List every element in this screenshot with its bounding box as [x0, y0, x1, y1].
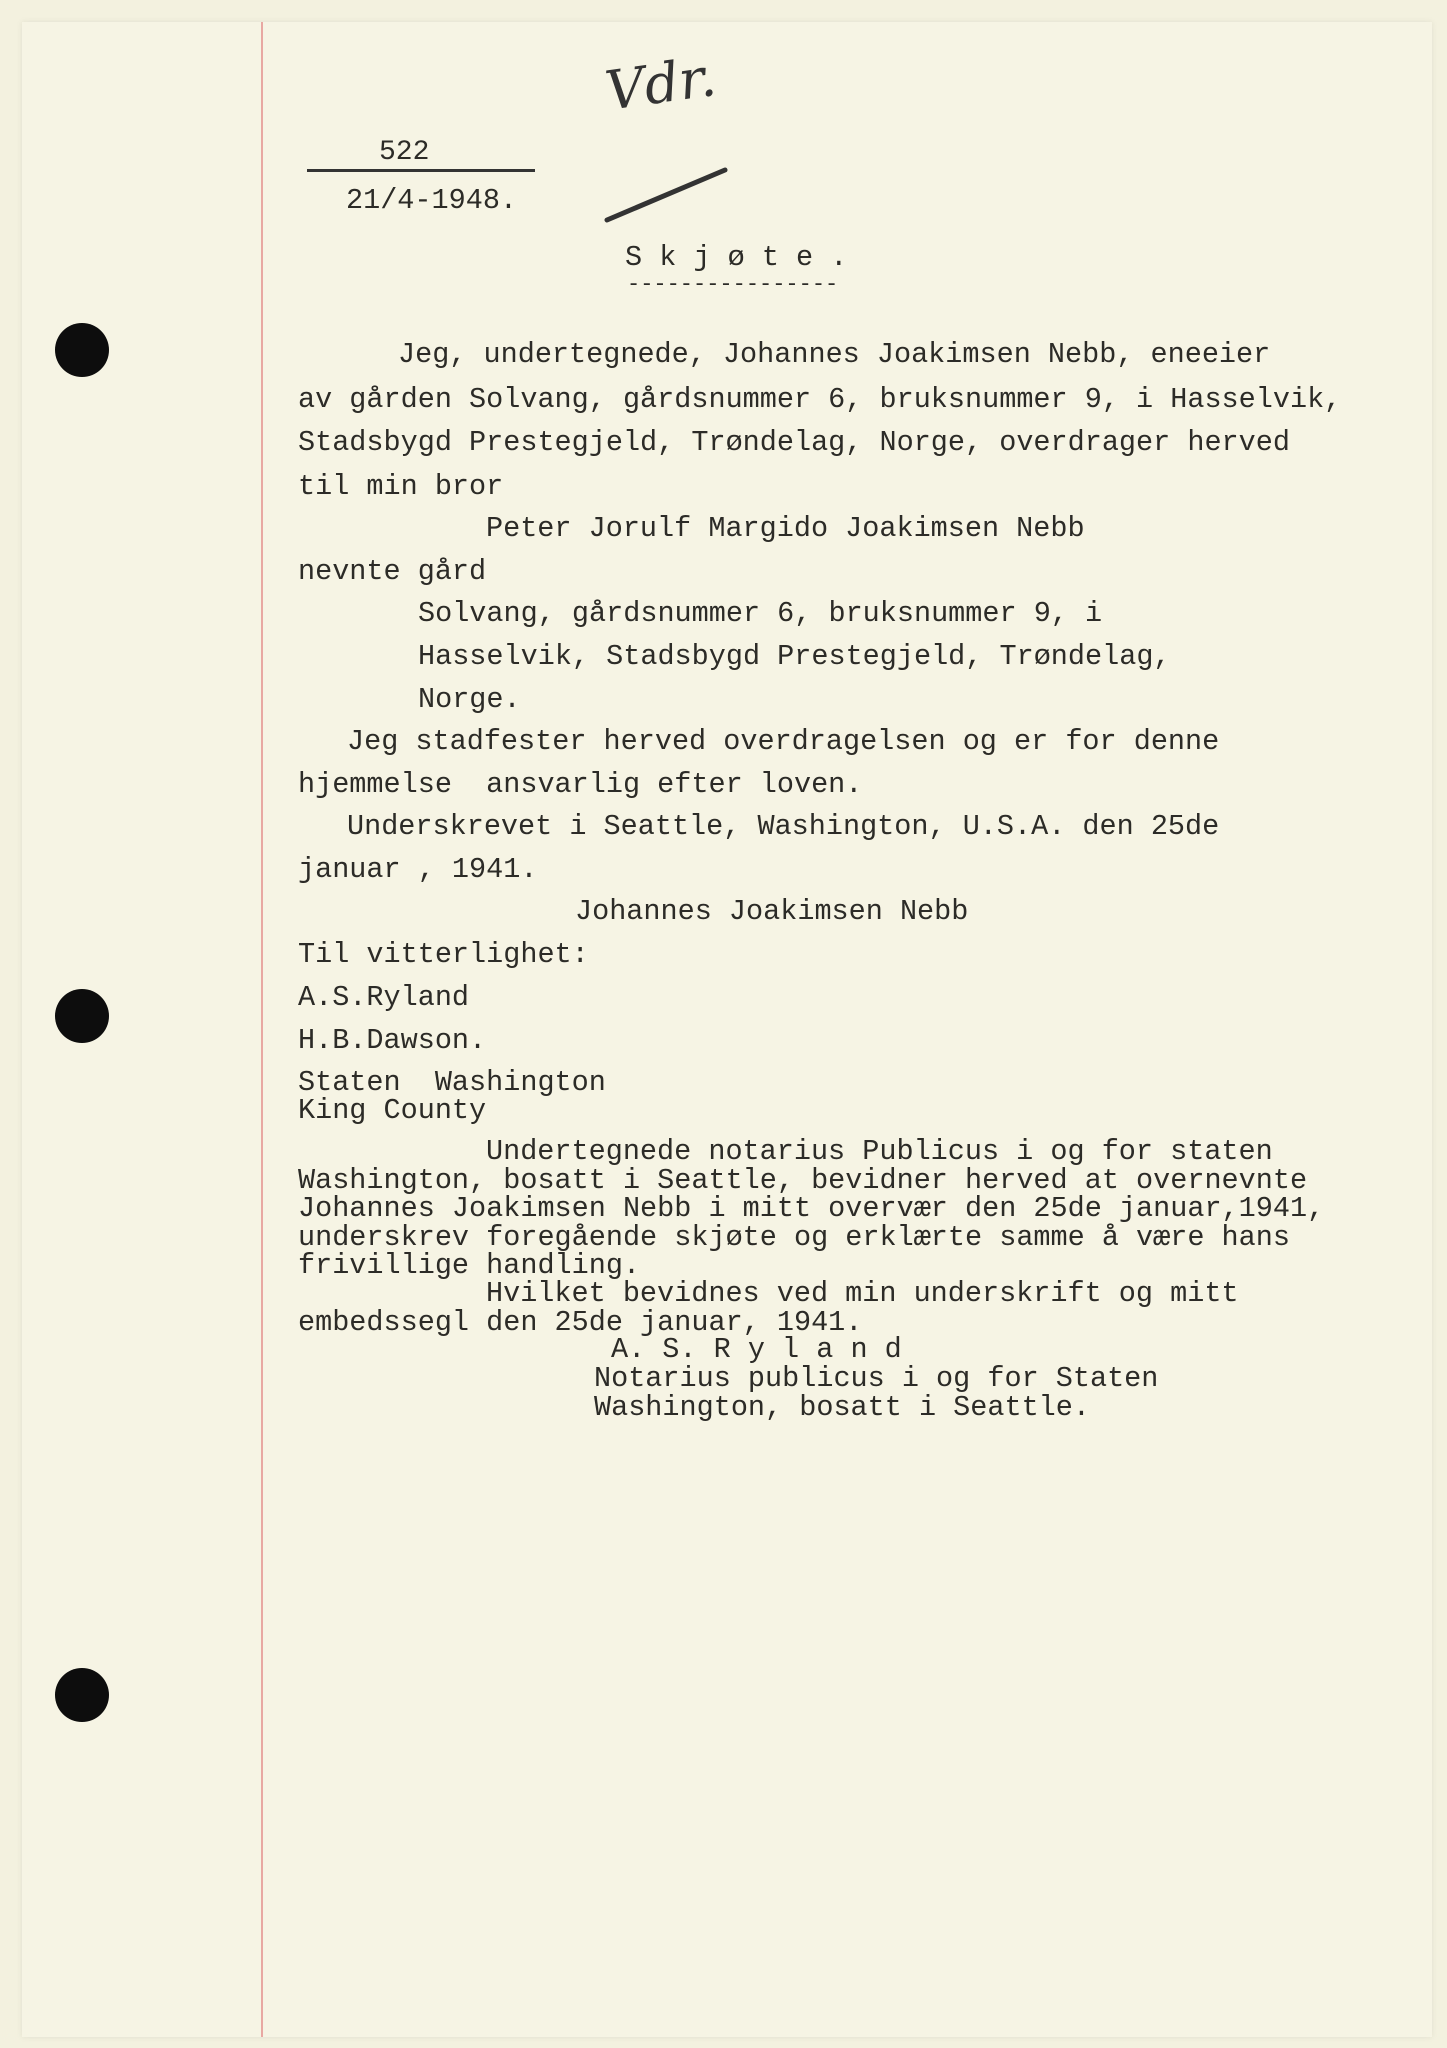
- margin-line: [261, 22, 263, 2037]
- signature-name: Johannes Joakimsen Nebb: [575, 895, 969, 928]
- body-line: Jeg, undertegnede, Johannes Joakimsen Nebb, eneeier: [398, 338, 1271, 371]
- number-underline: [307, 169, 535, 172]
- body-line: hjemmelse ansvarlig efter loven.: [298, 768, 863, 801]
- body-line: januar , 1941.: [298, 853, 538, 886]
- witness-name: A.S.Ryland: [298, 981, 470, 1014]
- title-underline: ----------------: [627, 272, 839, 297]
- notary-line: Undertegnede notarius Publicus i og for staten: [486, 1135, 1273, 1168]
- body-line: Stadsbygd Prestegjeld, Trøndelag, Norge, overdrager herved: [298, 426, 1290, 459]
- punch-hole: [55, 989, 109, 1043]
- venue-county: King County: [298, 1094, 487, 1127]
- notary-line: underskrev foregående skjøte og erklærte samme å være hans: [298, 1221, 1290, 1254]
- body-line: Jeg stadfester herved overdragelsen og er for denne: [347, 725, 1220, 758]
- notary-line: Johannes Joakimsen Nebb i mitt overvær den 25de januar,1941,: [298, 1192, 1325, 1225]
- notary-line: Washington, bosatt i Seattle, bevidner herved at overnevnte: [298, 1164, 1308, 1197]
- witness-name: H.B.Dawson.: [298, 1024, 487, 1057]
- notary-signature: A. S. R y l a n d: [611, 1333, 902, 1366]
- body-line: Solvang, gårdsnummer 6, bruksnummer 9, i: [418, 597, 1103, 630]
- punch-hole: [55, 323, 109, 377]
- body-line: til min bror: [298, 470, 504, 503]
- record-date: 21/4-1948.: [346, 184, 518, 217]
- record-number: 522: [379, 137, 430, 168]
- body-line: Hasselvik, Stadsbygd Prestegjeld, Trøndelag,: [418, 640, 1171, 673]
- body-line: Norge.: [418, 683, 521, 716]
- body-line: av gården Solvang, gårdsnummer 6, bruksnummer 9, i Hasselvik,: [298, 383, 1342, 416]
- venue-state: Staten Washington: [298, 1066, 606, 1099]
- body-line: nevnte gård: [298, 555, 487, 588]
- notary-title: Notarius publicus i og for Staten: [594, 1362, 1159, 1395]
- body-line: Peter Jorulf Margido Joakimsen Nebb: [486, 512, 1085, 545]
- witness-heading: Til vitterlighet:: [298, 938, 589, 971]
- notary-line: Hvilket bevidnes ved min underskrift og mitt: [486, 1277, 1239, 1310]
- notary-title: Washington, bosatt i Seattle.: [594, 1391, 1090, 1424]
- handwritten-initials: Vdr.: [601, 44, 720, 123]
- punch-hole: [55, 1668, 109, 1722]
- document-page: [22, 22, 1432, 2037]
- body-line: Underskrevet i Seattle, Washington, U.S.A. den 25de: [347, 810, 1220, 843]
- handwritten-slash-mark: [595, 60, 745, 230]
- document-title: S k j ø t e .: [625, 241, 848, 274]
- notary-line: frivillige handling.: [298, 1249, 641, 1282]
- notary-line: embedssegl den 25de januar, 1941.: [298, 1306, 863, 1339]
